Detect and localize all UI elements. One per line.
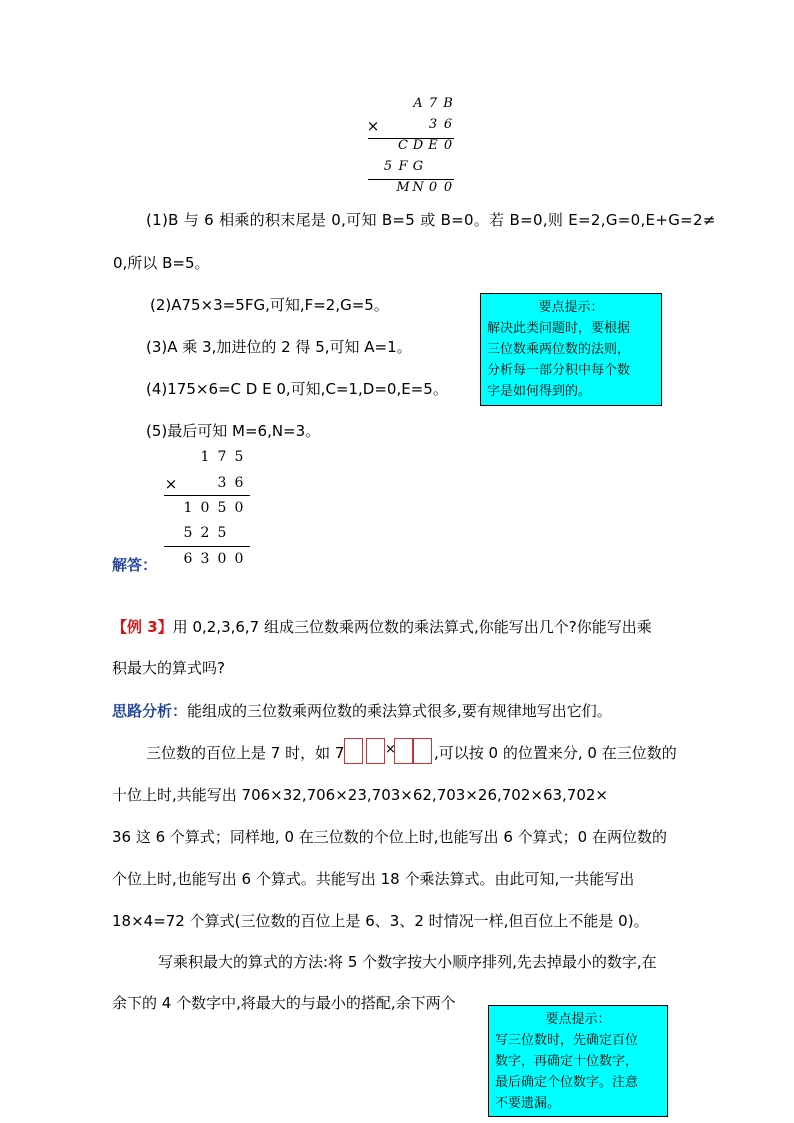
number-multiplication — [162, 449, 262, 579]
puzzle1-cell: 3 — [428, 117, 438, 132]
puzzle1-line-2 — [368, 179, 454, 180]
puzzle2-cell: 6 — [234, 475, 244, 491]
hint-1-title: 要点提示： — [538, 300, 604, 315]
para-1-line-5: 18×4=72 个算式(三位数的百位上是 6、3、2 时情况一样,但百位上不能是 0)。 — [112, 912, 649, 930]
puzzle2-cell: 0 — [217, 551, 227, 567]
step-4: (4)175×6=C D E 0,可知,C=1,D=0,E=5。 — [146, 380, 448, 398]
hint-2-line: 不要遗漏。 — [495, 1096, 561, 1111]
para-1-line-2: 十位上时,共能写出 706×32,706×23,703×62,703×26,702×63,702× — [112, 786, 609, 804]
para-2-line-2: 余下的 4 个数字中,将最大的与最小的搭配,余下两个 — [112, 994, 456, 1012]
puzzle2-line-2 — [164, 546, 250, 547]
puzzle2-cell: 1 — [183, 500, 193, 516]
puzzle2-cell: 1 — [200, 449, 210, 465]
para-1-line-4: 个位上时,也能写出 6 个算式。共能写出 18 个乘法算式。由此可知,一共能写出 — [112, 870, 635, 888]
example-3-question-line-2: 积最大的算式吗? — [112, 659, 225, 677]
puzzle1-cell: × — [366, 117, 380, 135]
hint-2-line: 数字，再确定十位数字， — [495, 1054, 639, 1069]
example-3-question-line-1 — [112, 616, 652, 637]
puzzle2-cell: 5 — [217, 500, 227, 516]
puzzle1-cell: F — [398, 159, 408, 174]
puzzle1-line-1 — [368, 138, 454, 139]
step-5: (5)最后可知 M=6,N=3。 — [146, 422, 321, 440]
analysis-text: 能组成的三位数乘两位数的乘法算式很多,要有规律地写出它们。 — [187, 702, 612, 720]
puzzle1-cell: 0 — [443, 138, 453, 153]
analysis-label: 思路分析： — [112, 702, 188, 720]
puzzle1-cell: 6 — [443, 117, 453, 132]
puzzle2-cell: × — [164, 475, 178, 493]
digit-box-1 — [344, 738, 363, 764]
puzzle2-cell: 5 — [217, 525, 227, 541]
hint-1-line: 分析每一部分积中每个数 — [487, 363, 631, 378]
example-3-question-text: 用 0,2,3,6,7 组成三位数乘两位数的乘法算式,你能写出几个?你能写出乘 — [172, 618, 652, 636]
para-1-line-3: 36 这 6 个算式；同样地, 0 在三位数的个位上时,也能写出 6 个算式；0 在两位数的 — [112, 828, 667, 846]
puzzle2-cell: 6 — [183, 551, 193, 567]
puzzle2-cell: 5 — [183, 525, 193, 541]
puzzle2-cell: 5 — [234, 449, 244, 465]
step-3: (3)A 乘 3,加进位的 2 得 5,可知 A=1。 — [146, 338, 412, 356]
digit-box-4 — [413, 738, 432, 764]
hint-2-title: 要点提示： — [545, 1012, 611, 1027]
puzzle1-cell: 0 — [428, 180, 438, 195]
puzzle1-cell: 5 — [383, 159, 393, 174]
puzzle2-cell: 0 — [234, 551, 244, 567]
puzzle1-cell: A — [413, 96, 423, 111]
letter-multiplication — [364, 96, 464, 206]
puzzle1-cell: 0 — [443, 180, 453, 195]
hint-2-line: 最后确定个位数字。注意 — [495, 1075, 639, 1090]
digit-box-3 — [394, 738, 413, 764]
puzzle2-cell: 0 — [234, 500, 244, 516]
hint-1-line: 解决此类问题时，要根据 — [487, 321, 631, 336]
puzzle1-cell: G — [412, 159, 424, 174]
para-2-line-1: 写乘积最大的算式的方法:将 5 个数字按大小顺序排列,先去掉最小的数字,在 — [158, 953, 657, 971]
puzzle1-cell: N — [412, 180, 424, 195]
hint-box-2 — [488, 1005, 668, 1117]
puzzle1-cell: D — [412, 138, 424, 153]
puzzle1-cell: C — [398, 138, 408, 153]
puzzle2-cell: 2 — [200, 525, 210, 541]
example-3-label: 【例 3】 — [112, 618, 173, 636]
puzzle2-cell: 3 — [217, 475, 227, 491]
answer-label: 解答： — [112, 556, 158, 574]
puzzle1-cell: E — [428, 138, 438, 153]
digit-box-2 — [366, 738, 385, 764]
puzzle2-cell: 0 — [200, 500, 210, 516]
hint-2-line: 写三位数时，先确定百位 — [495, 1033, 639, 1048]
para-1-line-1a: 三位数的百位上是 7 时，如 7 — [146, 744, 345, 762]
puzzle2-cell: 3 — [200, 551, 210, 567]
puzzle2-cell: 7 — [217, 449, 227, 465]
para-1-line-1b: ,可以按 0 的位置来分, 0 在三位数的 — [434, 744, 677, 762]
puzzle1-cell: M — [396, 180, 410, 195]
step-1-line-1: (1)B 与 6 相乘的积末尾是 0,可知 B=5 或 B=0。若 B=0,则 E=2,G=0,E+G=2≠ — [146, 211, 716, 229]
puzzle1-cell: 7 — [428, 96, 438, 111]
analysis-line — [112, 700, 612, 721]
step-2: (2)A75×3=5FG,可知,F=2,G=5。 — [150, 296, 389, 314]
hint-1-line: 字是如何得到的。 — [487, 384, 592, 399]
times-sign: × — [385, 742, 396, 757]
puzzle2-line-1 — [164, 495, 250, 496]
hint-1-line: 三位数乘两位数的法则， — [487, 342, 631, 357]
hint-box-1 — [480, 293, 662, 406]
step-1-line-2: 0,所以 B=5。 — [113, 254, 210, 272]
puzzle1-cell: B — [443, 96, 453, 111]
